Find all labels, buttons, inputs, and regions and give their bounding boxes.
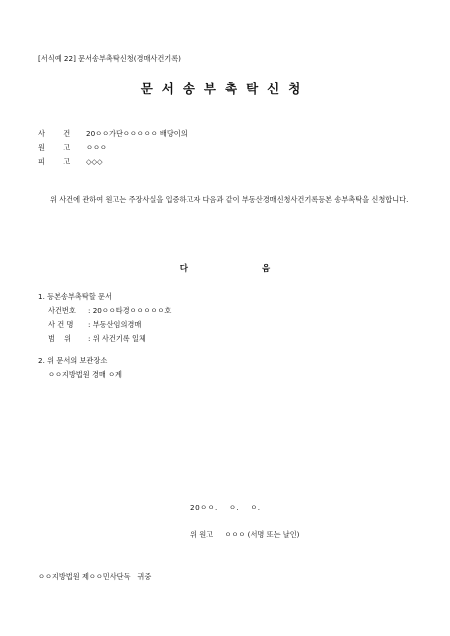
section-heading-left: 다 — [179, 264, 188, 274]
defendant-label: 피 고 — [38, 157, 79, 166]
request-body: 위 사건에 관하여 원고는 주장사실을 입증하고자 다음과 같이 부동산경매신청사건기록등본 송부촉탁을 신청합니다. — [50, 195, 409, 204]
section1-item-label: 사건번호 — [48, 306, 76, 315]
defendant-value: ◇◇◇ — [86, 157, 103, 166]
section1-item — [48, 320, 141, 330]
form-label: [서식예 22] 문서송부촉탁신청(경매사건기록) — [38, 54, 181, 63]
section1-item-value: : 부동산임의경매 — [88, 320, 142, 329]
section2-title: 2. 위 문서의 보관장소 — [38, 356, 108, 365]
section1-item-value: : 위 사건기록 일체 — [88, 334, 146, 343]
signature-line: 위 원고 ㅇㅇㅇ (서명 또는 날인) — [190, 530, 300, 539]
defendant-row — [38, 157, 103, 167]
section-heading — [0, 262, 450, 274]
section1-item-value: : 20ㅇㅇ타경ㅇㅇㅇㅇㅇ호 — [88, 306, 172, 315]
plaintiff-label: 원 고 — [38, 143, 79, 152]
section1-item — [48, 334, 146, 344]
document-date: 20ㅇㅇ. ㅇ. ㅇ. — [190, 503, 261, 512]
document-title: 문서송부촉탁신청 — [140, 81, 310, 96]
plaintiff-value: ㅇㅇㅇ — [86, 143, 107, 152]
case-label: 사 건 — [38, 129, 79, 138]
addressee: ㅇㅇ지방법원 제ㅇㅇ민사단독 귀중 — [38, 572, 152, 581]
plaintiff-row — [38, 143, 107, 153]
section2-value: ㅇㅇ지방법원 경매 ㅇ계 — [48, 370, 123, 379]
section1-title: 1. 등본송부촉탁할 문서 — [38, 292, 112, 301]
section1-item-label: 범 위 — [48, 334, 72, 343]
section-heading-right: 음 — [262, 264, 271, 274]
case-value: 20ㅇㅇ가단ㅇㅇㅇㅇㅇ 배당이의 — [86, 129, 188, 138]
section1-item — [48, 306, 171, 316]
case-row — [38, 129, 188, 139]
section1-item-label: 사 건 명 — [48, 320, 74, 329]
